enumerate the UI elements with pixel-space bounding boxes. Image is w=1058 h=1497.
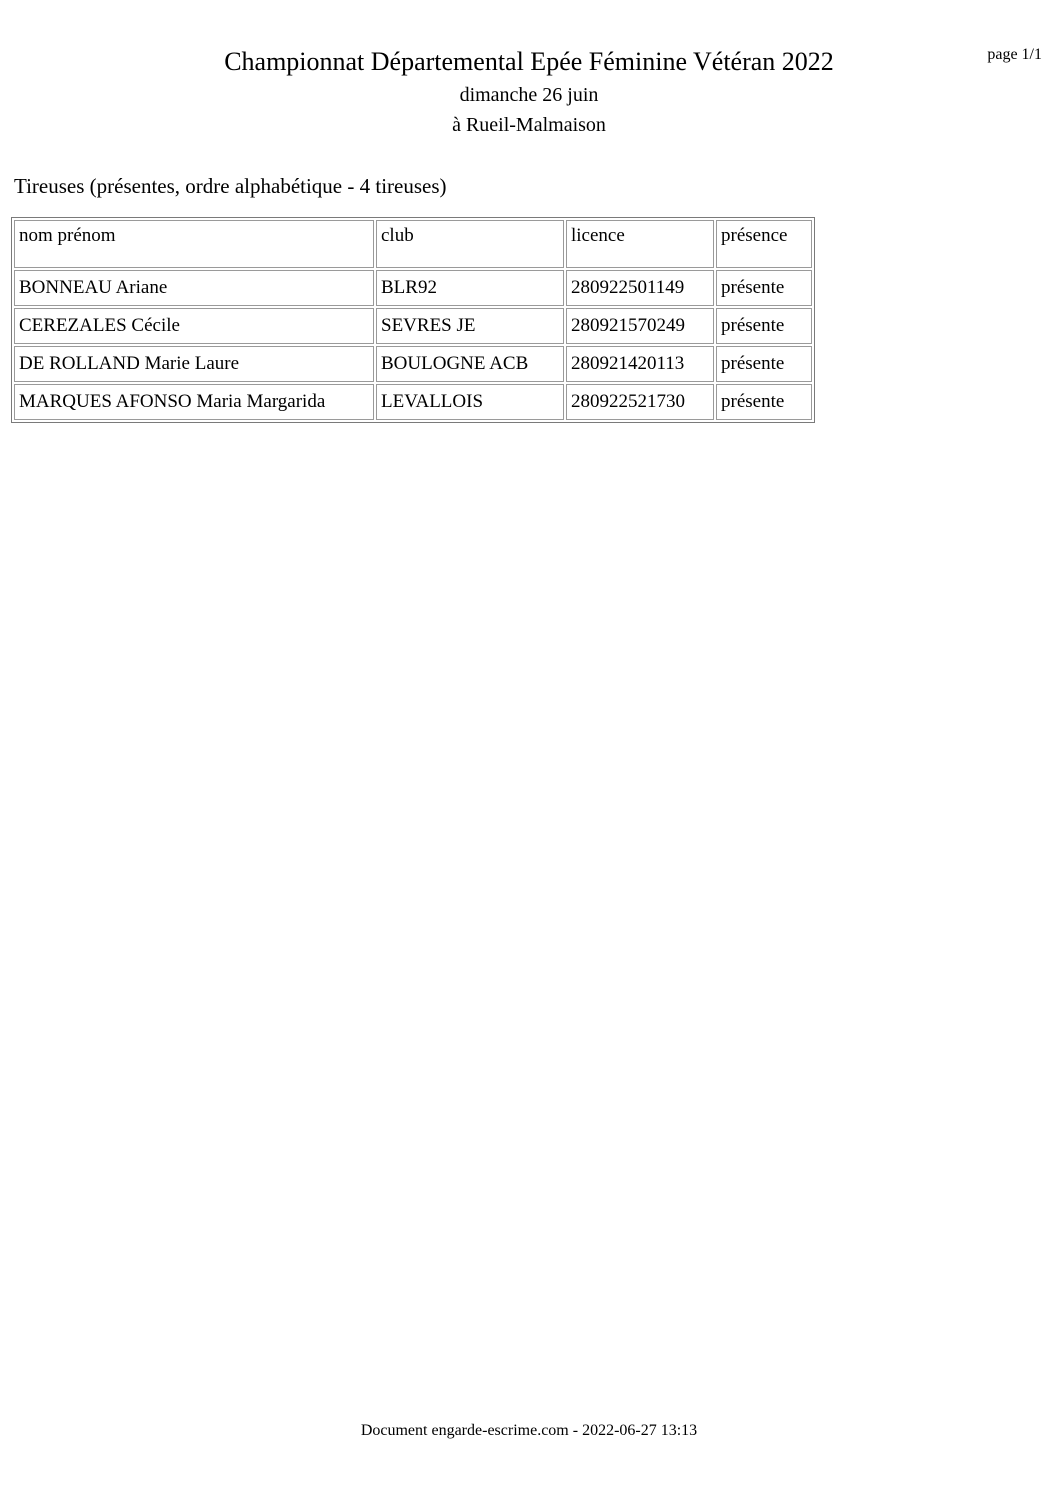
table-row xyxy=(14,346,812,382)
cell-presence: présente xyxy=(716,270,812,306)
cell-name: CEREZALES Cécile xyxy=(14,308,374,344)
fencers-table xyxy=(11,217,815,423)
cell-name: DE ROLLAND Marie Laure xyxy=(14,346,374,382)
cell-name: MARQUES AFONSO Maria Margarida xyxy=(14,384,374,420)
table-row xyxy=(14,384,812,420)
page-number: page 1/1 xyxy=(987,46,1042,63)
table-header-row xyxy=(14,220,812,268)
column-header-club: club xyxy=(376,220,564,268)
cell-presence: présente xyxy=(716,346,812,382)
section-title: Tireuses (présentes, ordre alphabétique - 4 tireuses) xyxy=(14,174,447,198)
event-date: dimanche 26 juin xyxy=(459,84,599,106)
cell-club: SEVRES JE xyxy=(376,308,564,344)
table-row xyxy=(14,270,812,306)
cell-presence: présente xyxy=(716,384,812,420)
column-header-licence: licence xyxy=(566,220,714,268)
cell-club: BOULOGNE ACB xyxy=(376,346,564,382)
column-header-name: nom prénom xyxy=(14,220,374,268)
document-footer: Document engarde-escrime.com - 2022-06-27 13:13 xyxy=(360,1422,698,1439)
page-title: Championnat Départemental Epée Féminine Vétéran 2022 xyxy=(224,47,834,76)
cell-licence: 280922501149 xyxy=(566,270,714,306)
table-row xyxy=(14,308,812,344)
document-header xyxy=(0,44,1058,140)
cell-club: LEVALLOIS xyxy=(376,384,564,420)
cell-presence: présente xyxy=(716,308,812,344)
column-header-presence: présence xyxy=(716,220,812,268)
cell-club: BLR92 xyxy=(376,270,564,306)
cell-licence: 280921570249 xyxy=(566,308,714,344)
event-location: à Rueil-Malmaison xyxy=(452,114,606,136)
cell-licence: 280921420113 xyxy=(566,346,714,382)
cell-licence: 280922521730 xyxy=(566,384,714,420)
cell-name: BONNEAU Ariane xyxy=(14,270,374,306)
